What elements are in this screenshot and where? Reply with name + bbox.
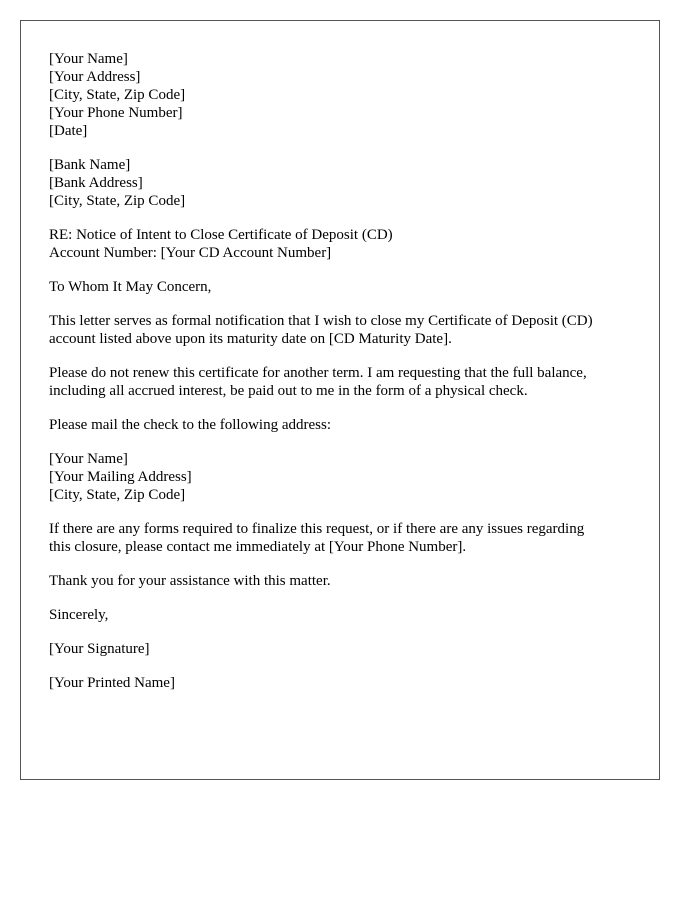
account-number-line: Account Number: [Your CD Account Number]: [49, 245, 332, 261]
paragraph-notification: [49, 312, 649, 348]
mail-instruction-text: Please mail the check to the following address:: [49, 417, 332, 433]
sender-block: [49, 50, 649, 140]
salutation-text: To Whom It May Concern,: [49, 279, 212, 295]
mailing-address-block: [49, 450, 649, 504]
bank-name: [Bank Name]: [49, 157, 131, 173]
subject-re-line: RE: Notice of Intent to Close Certificate of Deposit (CD): [49, 227, 393, 243]
sender-name: [Your Name]: [49, 51, 128, 67]
printed-name: [49, 674, 649, 692]
salutation: [49, 278, 649, 296]
thanks-text: Thank you for your assistance with this matter.: [49, 573, 331, 589]
subject-block: [49, 226, 649, 262]
paragraph-contact-line-2: this closure, please contact me immediately at [Your Phone Number].: [49, 539, 467, 555]
sign-off: [49, 606, 649, 624]
printed-name-text: [Your Printed Name]: [49, 675, 175, 691]
paragraph-notification-line-2: account listed above upon its maturity date on [CD Maturity Date].: [49, 331, 452, 347]
recipient-block: [49, 156, 649, 210]
paragraph-notification-line-1: This letter serves as formal notification that I wish to close my Certificate of Deposit (CD): [49, 313, 593, 329]
signature-text: [Your Signature]: [49, 641, 150, 657]
paragraph-renewal-line-1: Please do not renew this certificate for another term. I am requesting that the full balance,: [49, 365, 587, 381]
mailing-name: [Your Name]: [49, 451, 128, 467]
paragraph-renewal: [49, 364, 649, 400]
sender-phone: [Your Phone Number]: [49, 105, 183, 121]
sender-city-state-zip: [City, State, Zip Code]: [49, 87, 186, 103]
paragraph-renewal-line-2: including all accrued interest, be paid out to me in the form of a physical check.: [49, 383, 528, 399]
signature: [49, 640, 649, 658]
letter-date: [Date]: [49, 123, 88, 139]
letter-page: [20, 20, 660, 780]
mailing-address: [Your Mailing Address]: [49, 469, 192, 485]
sign-off-text: Sincerely,: [49, 607, 109, 623]
bank-city-state-zip: [City, State, Zip Code]: [49, 193, 186, 209]
mailing-city-state-zip: [City, State, Zip Code]: [49, 487, 186, 503]
bank-address: [Bank Address]: [49, 175, 143, 191]
thanks-line: [49, 572, 649, 590]
paragraph-mail-instruction: [49, 416, 649, 434]
letter-content: [49, 50, 649, 708]
paragraph-contact-line-1: If there are any forms required to finalize this request, or if there are any issues regarding: [49, 521, 585, 537]
paragraph-contact: [49, 520, 649, 556]
sender-address: [Your Address]: [49, 69, 141, 85]
